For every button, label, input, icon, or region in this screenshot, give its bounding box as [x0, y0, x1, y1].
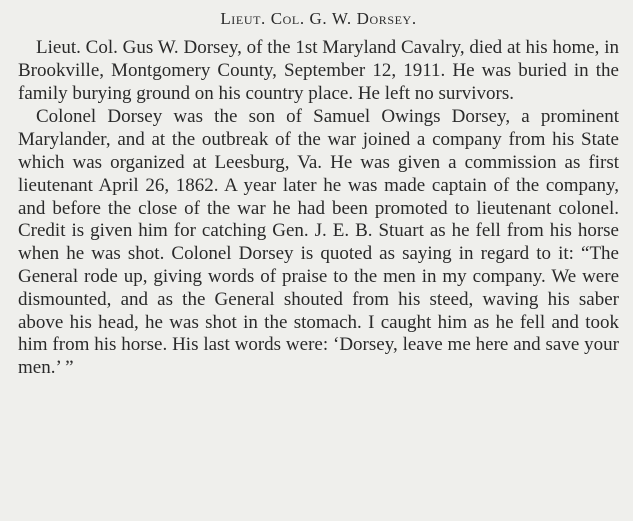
article-paragraph-2: Colonel Dorsey was the son of Samuel Owings Dorsey, a prominent Marylander, and at the outbreak of the war joined a company from his State which was organized at Leesburg, Va. He was given a commission as first lieutenant April 26, 1862. A year later he was made captain of the company, and before the close of the war he had been promoted to lieutenant colonel. Credit is given him for catching Gen. J. E. B. Stuart as he fell from his horse when he was shot. Colonel Dorsey is quoted as saying in regard to it: “The General rode up, giving words of praise to the men in my company. We were dismounted, and as the General shouted from his steed, waving his saber above his head, he was shot in the stomach. I caught him as he fell and took him from his horse. His last words were: ‘Dorsey, leave me here and save your men.’ ”	[18, 106, 619, 379]
article-paragraph-1: Lieut. Col. Gus W. Dorsey, of the 1st Maryland Cavalry, died at his home, in Brookville, Montgomery County, September 12, 1911. He was buried in the family burying ground on his country place. He left no survivors.	[18, 37, 619, 104]
article-heading: Lieut. Col. G. W. Dorsey.	[220, 9, 417, 28]
